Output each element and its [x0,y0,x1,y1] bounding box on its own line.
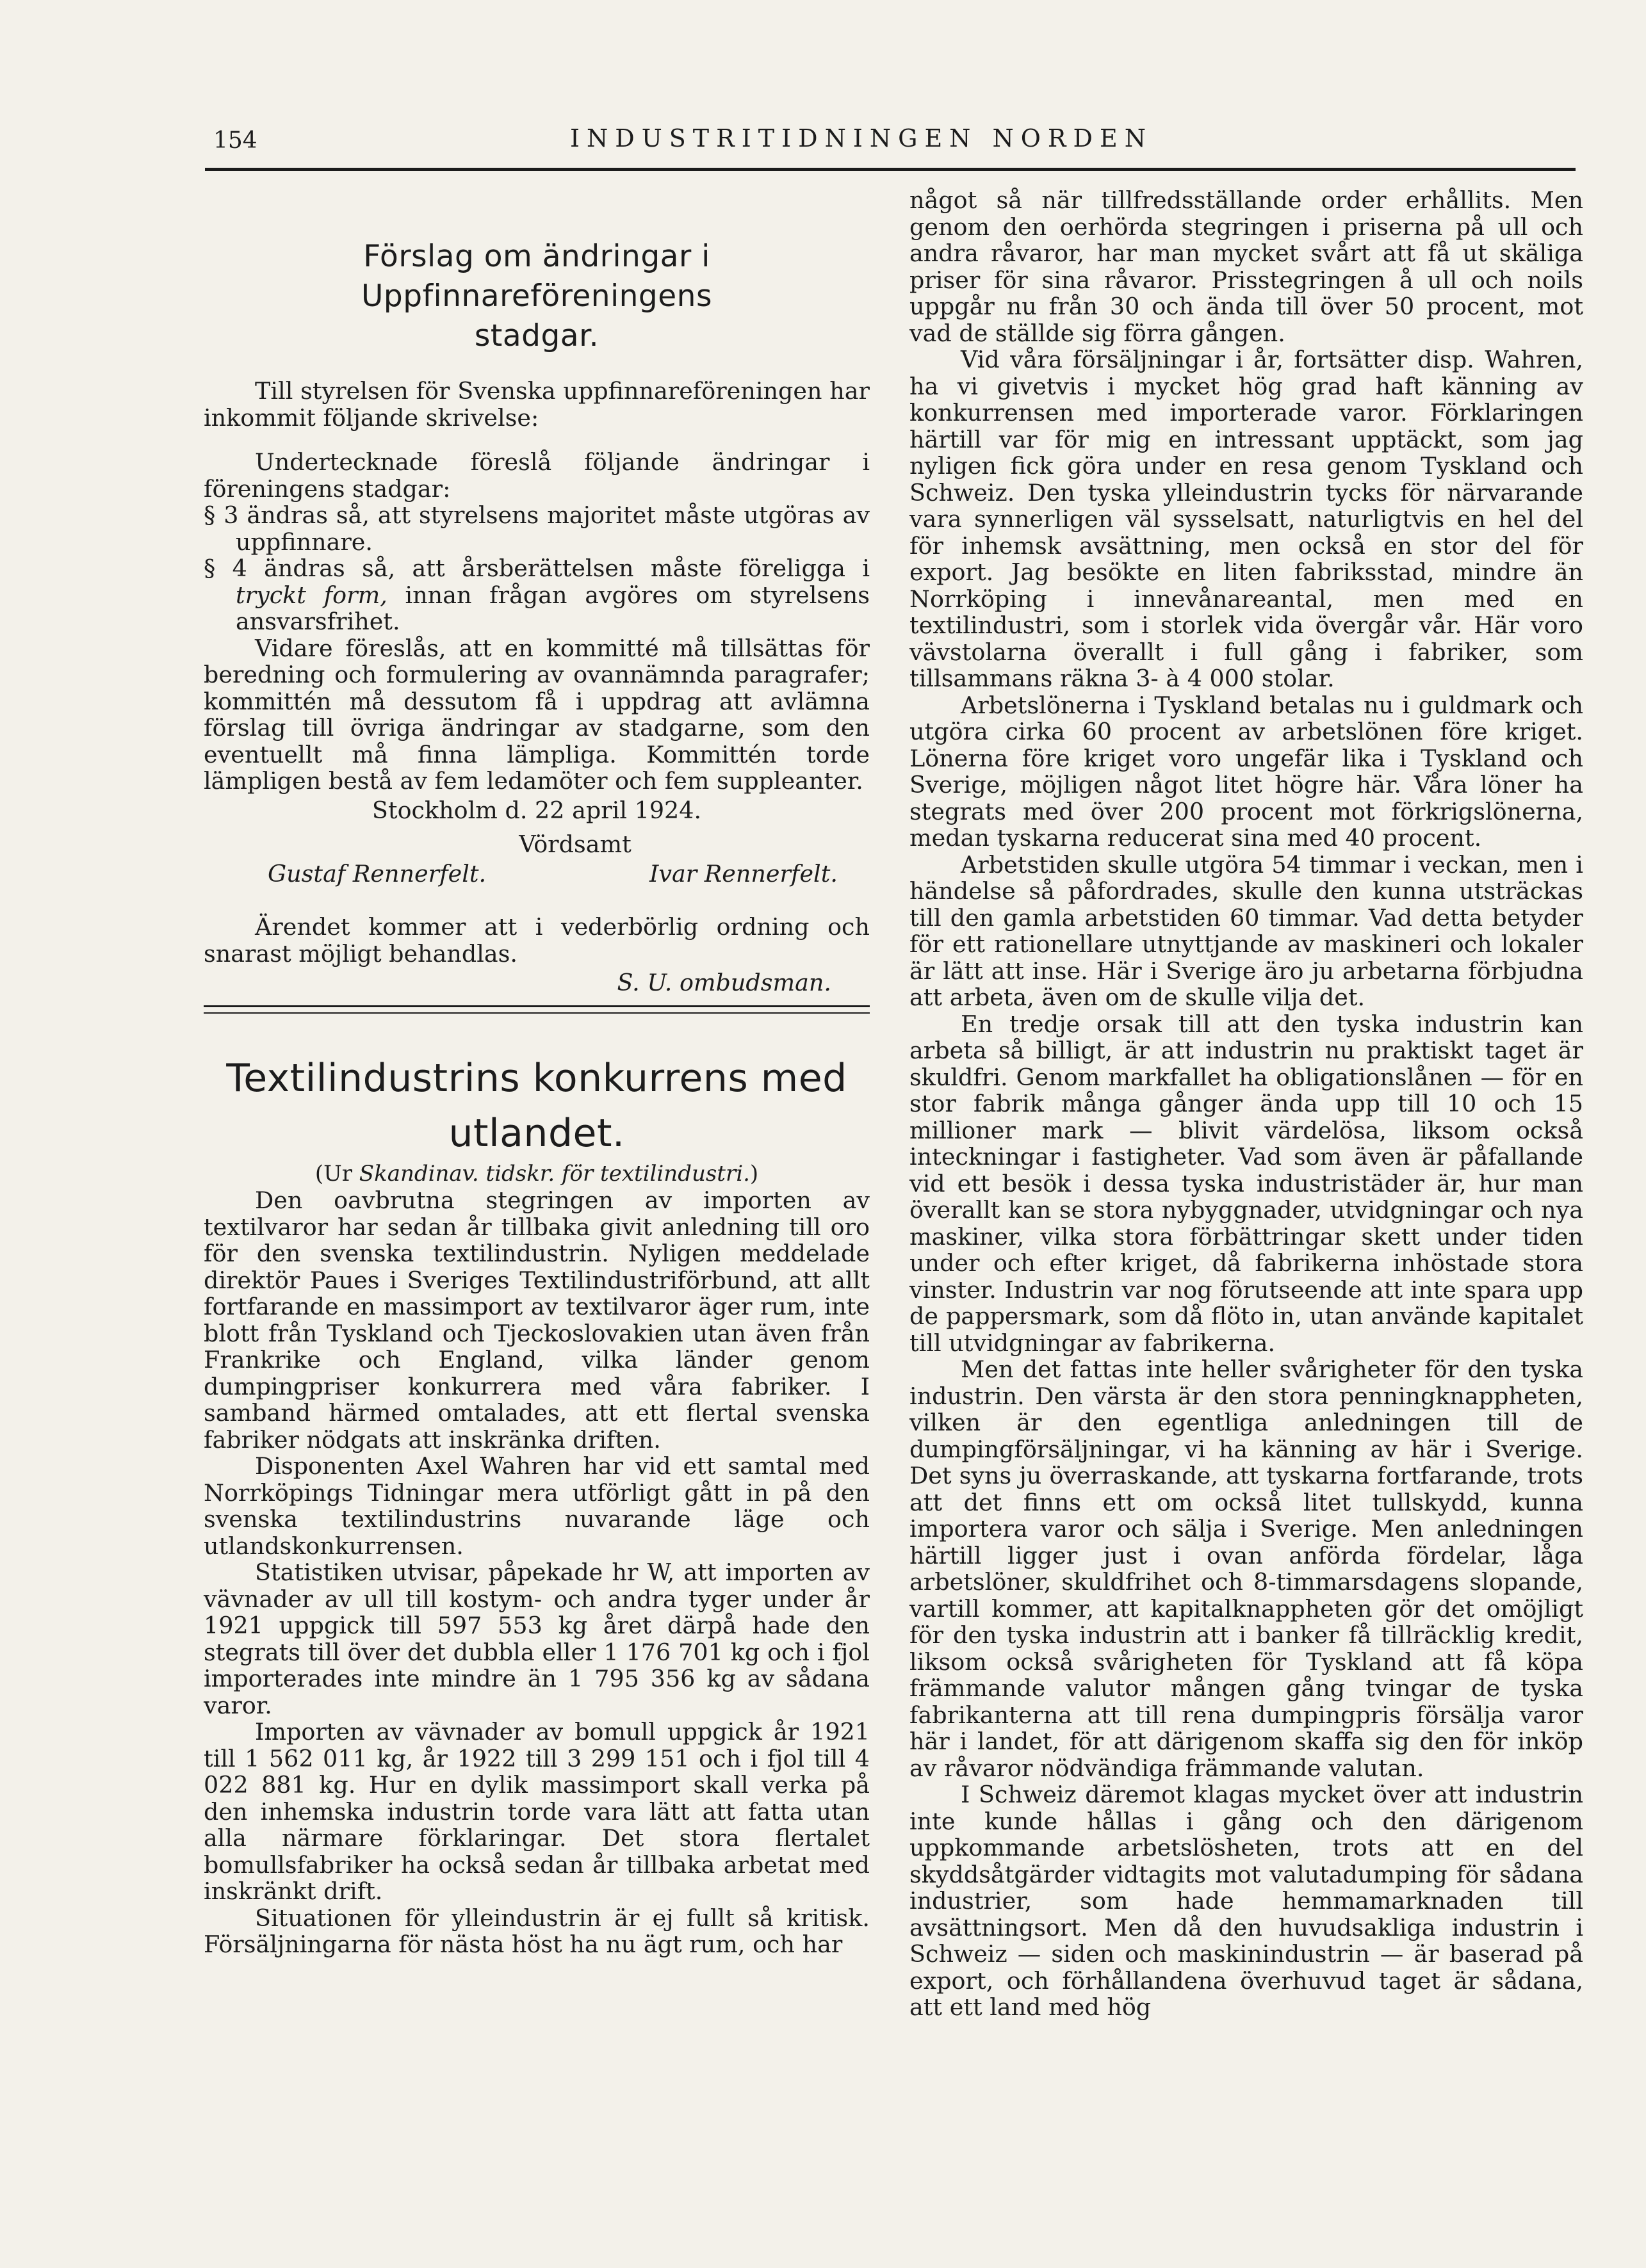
article2-left-paragraph: Situationen för ylleindustrin är ej fullt så kritisk. Försäljningarna för nästa höst ha nu ägt rum, och har [204,1904,870,1958]
article1-item-2-pre: § 4 ändras så, att årsberättelsen måste föreligga i [204,555,870,582]
article2-source-post: ) [749,1160,759,1187]
header-rule [205,168,1576,171]
article1-item-2-post: innan frågan avgöres om styrelsens ansvarsfrihet. [236,581,870,635]
article1-note: Ärendet kommer att i vederbörlig ordning och snarast möjligt behandlas. [204,913,870,968]
page-number: 154 [213,127,257,154]
article1-note-signature: S. U. ombudsman. [617,969,831,996]
article1-intro: Till styrelsen för Svenska uppfinnareföreningen har inkommit följande skrivelse: [204,377,870,432]
article2-source-italic: Skandinav. tidskr. för textilindustri. [359,1160,750,1187]
article2-title [204,1051,870,1161]
article2-right-paragraph: I Schweiz däremot klagas mycket över att industrin inte kunde hållas i gång och den därigenom uppkommande arbetslösheten, trots att en del skyddsåtgärder vidtagits mot valutadumping för sådana industrier, som hade hemmamarknaden till avsättningsort. Men då den huvudsakliga industrin i Schweiz — siden och maskinindustrin — är baserad på export, och förhållandena överhuvud taget är sådana, att ett land med hög [909,1781,1583,2021]
article1-proposal: Undertecknade föreslå följande ändringar i föreningens stadgar: [204,448,870,503]
section-divider [204,1005,870,1014]
article1-title-line2: stadgar. [474,318,599,353]
article1-title [204,237,870,356]
article1-item-2-italic: tryckt form, [236,581,387,609]
article1-item-2 [204,555,870,635]
article1-place-date: Stockholm d. 22 april 1924. [371,796,702,824]
left-column [204,186,870,1958]
article2-left-paragraph: Den oavbrutna stegringen av importen av textilvaror har sedan år tillbaka givit anledning till oro för den svenska textilindustrin. Nyligen meddelade direktör Paues i Sveriges Textilindustriförbund, att allt fortfarande en massimport av textilvaror äger rum, inte blott från Tyskland och Tjeckoslovakien utan även från Frankrike och England, vilka länder genom dumpingpriser konkurrera med våra fabriker. I samband härmed omtalades, att ett flertal svenska fabriker nödgats att inskränka driften. [204,1187,870,1454]
article2-source [204,1161,870,1188]
article2-left-paragraph: Disponenten Axel Wahren har vid ett samtal med Norrköpings Tidningar mera utförligt gått in på den svenska textilindustrins nuvarande läge och utlandskonkurrensen. [204,1452,870,1560]
article2-right-paragraph: något så när tillfredsställande order erhållits. Men genom den oerhörda stegringen i priserna på ull och andra råvaror, har man mycket svårt att få ut skäliga priser för sina råvaror. Prisstegringen å ull och noils uppgår nu från 30 och ända till över 50 procent, mot vad de ställde sig förra gången. [909,186,1583,347]
article2-right-paragraph: En tredje orsak till att den tyska industrin kan arbeta så billigt, är att industrin nu praktiskt taget är skuldfri. Genom markfallet ha obligationslånen — för en stor fabrik många gånger ända upp till 10 och 15 millioner mark — blivit värdelösa, liksom också inteckningar i fastigheter. Vad som även är påfallande vid ett besök i dessa tyska industristäder är, hur man överallt kan se stora nybyggnader, utvidgningar och nya maskiner, vilka stora förbättringar skett under tiden under och efter kriget, då fabrikerna inhöstade stora vinster. Industrin var nog förutseende att inte spara upp de pappersmark, som då flöto in, utan använde kapitalet till utvidgningar av fabrikerna. [909,1010,1583,1357]
page-header [0,0,1646,186]
article1-signatures [204,861,870,887]
article2-right-paragraph: Arbetslönerna i Tyskland betalas nu i guldmark och utgöra cirka 60 procent av arbetslönen före kriget. Lönerna före kriget voro ungefär lika i Tyskland och Sverige, möjligen något litet högre här. Våra löner ha stegrats med över 200 procent mot förkrigslönerna, medan tyskarna reducerat sina med 40 procent. [909,691,1583,852]
article1-signer-2: Ivar Rennerfelt. [649,859,838,887]
article2-left-paragraph: Statistiken utvisar, påpekade hr W, att importen av vävnader av ull till kostym- och andra tyger under år 1921 uppgick till 597 553 kg året därpå hade den stegrats till över det dubbla eller 1 176 701 kg och i fjol importerades inte mindre än 1 795 356 kg av sådana varor. [204,1559,870,1719]
article2-title-line2: utlandet. [448,1110,625,1156]
article2-right-paragraph: Vid våra försäljningar i år, fortsätter disp. Wahren, ha vi givetvis i mycket hög grad haft känning av konkurrensen med importerade varor. Förklaringen härtill var för mig en intressant upptäckt, som jag nyligen fick göra under en resa genom Tyskland och Schweiz. Den tyska ylleindustrin tycks för närvarande vara synnerligen väl sysselsatt, naturligtvis en hel del för inhemsk avsättning, men också en stor del för export. Jag besökte en liten fabriksstad, mindre än Norrköping i innevånareantal, men med en textilindustri, som i storlek vida övergår vår. Här voro vävstolarna överallt i full gång i fabriker, som tillsammans räkna 3- à 4 000 stolar. [909,346,1583,692]
article2-right-paragraph: Arbetstiden skulle utgöra 54 timmar i veckan, men i händelse så påfordrades, skulle den kunna utsträckas till den gamla arbetstiden 60 timmar. Vad detta betyder för ett rationellare utnyttjande av maskineri och lokaler är lätt att inse. Här i Sverige äro ju arbetarna förbjudna att arbeta, även om de skulle vilja det. [909,850,1583,1011]
article1-item-1: § 3 ändras så, att styrelsens majoritet måste utgöras av uppfinnare. [204,501,870,556]
article1-title-line1: Förslag om ändringar i Uppfinnareföreningens [361,239,712,314]
article2-left-paragraph: Importen av vävnader av bomull uppgick år 1921 till 1 562 011 kg, år 1922 till 3 299 151 och i fjol till 4 022 881 kg. Hur en dylik massimport skall verka på den inhemska industrin torde vara lätt att fatta utan alla närmare förklaringar. Det stora flertalet bomullsfabriker ha också sedan år tillbaka arbetat med inskränkt drift. [204,1718,870,1905]
article2-source-pre: (Ur [314,1160,359,1187]
article2-right-paragraph: Men det fattas inte heller svårigheter för den tyska industrin. Den värsta är den stora penningknappheten, vilken är den egentliga anledningen till de dumpingförsäljningar, vi ha känning av här i Sverige. Det syns ju överraskande, att tyskarna fortfarande, trots att det finns ett om också litet tullskydd, kunna importera varor och sälja i Sverige. Men anledningen härtill ligger just i ovan anförda fördelar, låga arbetslöner, skuldfrihet och 8-timmarsdagens slopande, vartill kommer, att kapitalknappheten gör det omöjligt för den tyska industrin att i banker få tillräcklig kredit, liksom också svårigheten för Tyskland att få köpa främmande valutor mången gång tvingar de tyska fabrikanterna att till rena dumpingpris försälja varor här i landet, för att därigenom skaffa sig den för inköp av råvaror nödvändiga främmande valutan. [909,1356,1583,1782]
article1-closing: Vördsamt [519,830,632,858]
right-column [909,187,1583,2021]
running-title: INDUSTRITIDNINGEN NORDEN [570,124,1153,152]
article2-title-line1: Textilindustrins konkurrens med [226,1055,847,1101]
article1-further: Vidare föreslås, att en kommitté må tillsättas för beredning och formulering av ovannämnda paragrafer; kommittén må dessutom få i uppdrag att avlämna förslag till övriga ändringar av stadgarne, som den eventuellt må finna lämpliga. Kommittén torde lämpligen bestå av fem ledamöter och fem suppleanter. [204,634,870,795]
article1-signer-1: Gustaf Rennerfelt. [268,859,487,887]
